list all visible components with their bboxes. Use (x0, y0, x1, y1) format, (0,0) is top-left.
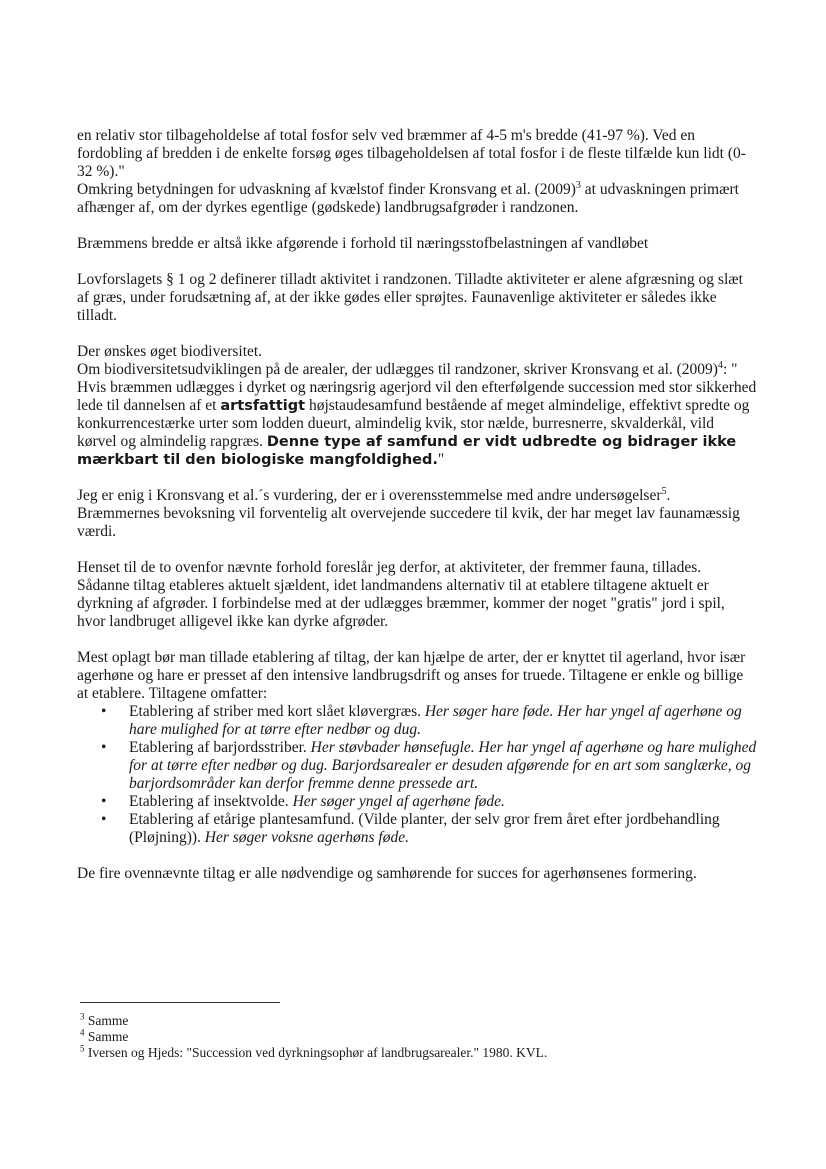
list-item (77, 811, 757, 847)
footnotes (80, 1002, 760, 1061)
text-run: Etablering af insektvolde. (129, 793, 293, 810)
text-run: " (437, 451, 445, 468)
text-run: Etablering af striber med kort slået kløvergræs. (129, 703, 425, 720)
list-item (77, 703, 757, 739)
footnote-number: 5 (80, 1043, 85, 1054)
text-run: at udvaskningen primært afhænger af, om der dyrkes egentlige (gødskede) landbrugsafgrøder i randzonen. (77, 181, 739, 216)
italic-text: Her søger voksne agerhøns føde. (204, 829, 409, 846)
text-run: Omkring betydningen for udvaskning af kvælstof finder Kronsvang et al. (2009) (77, 181, 576, 198)
italic-text: Her støvbader hønsefugle. Her har yngel af agerhøne og hare mulighed for at tørre efter nedbør og dug. Barjordsarealer er desuden afgørende for en art som sanglærke, og barjordsområder kan derfor fremme denne pressede art. (129, 739, 757, 792)
paragraph-biodiversity-quote (77, 361, 757, 469)
paragraph-measures-intro: Mest oplagt bør man tillade etablering af tiltag, der kan hjælpe de arter, der er knyttet til agerland, hvor især agerhøne og hare er presset af den intensive landbrugsdrift og anses for truede. Tiltagene er enkle og billige at etablere. Tiltagene omfatter: (77, 649, 746, 702)
text-run: : " Hvis bræmmen udlægges i dyrket og næringsrig agerjord vil den efterfølgende succession med stor sikkerhed lede til dannelsen af et (77, 361, 757, 414)
footnote-number: 4 (80, 1027, 85, 1038)
footnote-text: Samme (87, 1013, 129, 1028)
bullet-icon: • (101, 739, 107, 756)
footnote-text: Iversen og Hjeds: "Succession ved dyrkningsophør af landbrugsarealer." 1980. KVL. (87, 1045, 548, 1060)
footnote (80, 1045, 760, 1061)
list-item (77, 793, 757, 811)
bold-text: Denne type af samfund er vidt udbredte og bidrager ikke mærkbart til den biologiske mangfoldighed. (77, 434, 737, 468)
bullet-icon: • (101, 811, 107, 828)
footnote-ref: 4 (717, 359, 723, 371)
bullet-icon: • (101, 793, 107, 810)
footnote (80, 1013, 760, 1029)
text-run: Om biodiversitetsudviklingen på de arealer, der udlægges til randzoner, skriver Kronsvang et al. (2009) (77, 361, 718, 378)
italic-text: Her søger hare føde. Her har yngel af agerhøne og hare mulighed for at tørre efter nedbør og dug. (129, 703, 742, 738)
document-body (77, 127, 757, 883)
bullet-icon: • (101, 703, 107, 720)
italic-text: Her søger yngel af agerhøne føde. (292, 793, 505, 810)
paragraph-width-conclusion: Bræmmens bredde er altså ikke afgørende i forhold til næringsstofbelastningen af vandløbet (77, 235, 649, 252)
paragraph-measures-rare: Sådanne tiltag etableres aktuelt sjældent, idet landmandens alternativ til at etablere tiltagene aktuelt er dyrkning af afgrøder. I forbindelse med at der udlægges bræmmer, kommer der noget "gratis" jord i spil, hvor landbruget alligevel ikke kan dyrke afgrøder. (77, 577, 725, 630)
paragraph-phosphor: en relativ stor tilbageholdelse af total fosfor selv ved bræmmer af 4-5 m's bredde (41-97 %). Ved en fordobling af bredden i de enkelte forsøg øges tilbageholdelsen af total fosfor i de fleste tilfælde kun lidt (0-32 %)." (77, 127, 746, 180)
text-run: højstaudesamfund bestående af meget almindelige, effektivt spredte og konkurrencestærke urter som lodden dueurt, almindelig kvik, stor nælde, burresnerre, skvalderkål, vild kørvel og almindelig rapgræs. (77, 397, 750, 450)
paragraph-vegetation: Bræmmernes bevoksning vil forventelig alt overvejende succedere til kvik, der har meget lav faunamæssig værdi. (77, 505, 740, 540)
paragraph-agreement (77, 487, 757, 505)
paragraph-conclusion: De fire ovennævnte tiltag er alle nødvendige og samhørende for succes for agerhønsenes formering. (77, 865, 697, 882)
list-item (77, 739, 757, 793)
footnote-number: 3 (80, 1011, 85, 1022)
text-run: Etablering af barjordsstriber. (129, 739, 311, 756)
paragraph-law-proposal: Lovforslagets § 1 og 2 definerer tilladt aktivitet i randzonen. Tilladte aktiviteter er alene afgræsning og slæt af græs, under forudsætning af, at der ikke gødes eller sprøjtes. Faunavenlige aktiviteter er således ikke tilladt. (77, 271, 743, 324)
measures-list (77, 703, 757, 847)
footnote-divider (80, 1002, 280, 1003)
text-run: Etablering af etårige plantesamfund. (Vilde planter, der selv gror frem året efter jordbehandling (Pløjning)). (129, 811, 720, 846)
paragraph-proposal: Henset til de to ovenfor nævnte forhold foreslår jeg derfor, at aktiviteter, der fremmer fauna, tillades. (77, 559, 702, 576)
text-run: Jeg er enig i Kronsvang et al.´s vurdering, der er i overensstemmelse med andre undersøgelser (77, 487, 662, 504)
paragraph-nitrogen (77, 181, 757, 217)
footnote-ref: 5 (661, 485, 667, 497)
footnote-ref: 3 (575, 179, 581, 191)
footnote (80, 1029, 760, 1045)
bold-text: artsfattigt (220, 398, 306, 414)
footnote-text: Samme (87, 1029, 129, 1044)
paragraph-biodiversity-wish: Der ønskes øget biodiversitet. (77, 343, 263, 360)
text-run: . (666, 487, 671, 504)
